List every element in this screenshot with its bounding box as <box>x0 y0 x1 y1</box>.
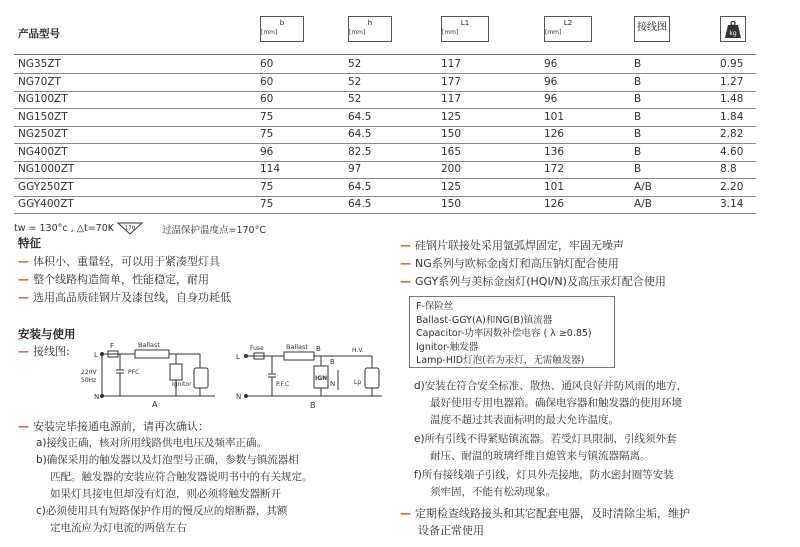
diagram-a-freq: 50Hz <box>81 377 97 384</box>
header-divider <box>14 54 756 55</box>
feature-right-2 <box>400 255 619 271</box>
feature-left-2 <box>18 271 209 287</box>
cell-h: 64.5 <box>348 180 372 193</box>
cell-model: GGY250ZT <box>18 180 74 193</box>
bullet-dash: — <box>18 255 29 268</box>
cell-h: 52 <box>348 58 362 70</box>
diagram-b-b1: B <box>316 345 321 353</box>
cell-model: NG100ZT <box>18 93 68 105</box>
bullet-dash: — <box>400 239 411 252</box>
cell-model: NG1000ZT <box>18 163 75 175</box>
bullet-dash: — <box>18 420 29 433</box>
right-item-e2: 耐压、耐温的玻璃纤维自熄管来与镇流器隔离。 <box>430 450 651 462</box>
cell-l2: 96 <box>544 93 558 105</box>
cell-l1: 117 <box>441 93 462 105</box>
cell-wiring: B <box>634 93 642 105</box>
diagram-b-l: L <box>236 353 240 361</box>
weight-icon <box>720 16 746 42</box>
diagram-a-volt: 220V <box>81 369 97 376</box>
cell-l1: 125 <box>441 180 462 193</box>
cell-weight: 8.8 <box>720 163 737 175</box>
header-wiring-box <box>634 16 670 42</box>
header-b-label: b <box>279 19 285 27</box>
cell-wiring: B <box>634 75 642 88</box>
header-l1-label: L1 <box>460 19 470 27</box>
bullet-dash: — <box>18 345 29 358</box>
note-badge: 170 <box>124 225 136 232</box>
cell-h: 52 <box>348 93 362 105</box>
cell-l2: 101 <box>544 180 565 193</box>
cell-weight: 0.95 <box>720 58 744 70</box>
left-item-a: a)接线正确，核对所用线路供电电压及频率正确。 <box>36 437 268 449</box>
cell-h: 64.5 <box>348 128 372 140</box>
diagram-a-ballast: Ballast <box>138 341 160 349</box>
header-h-unit: [mm] <box>349 29 366 36</box>
left-item-b3: 如果灯具接电但却没有灯泡，则必须将触发器断开 <box>50 488 281 500</box>
right-item-f1: f)所有接线端子引线，灯具外壳接地，防水密封圈等安装 <box>414 469 674 481</box>
legend-item-3: Capacitor-功率因数补偿电容 ( λ ≥0.85) <box>416 328 592 339</box>
cell-l1: 165 <box>441 145 462 158</box>
feature-right-1 <box>400 237 624 253</box>
cell-l1: 150 <box>441 128 462 140</box>
bullet-dash: — <box>400 257 411 270</box>
final-item-1: 定期检查线路接头和其它配套电器，及时清除尘垢，维护 <box>415 507 690 520</box>
cell-wiring: B <box>634 163 642 175</box>
cell-l1: 125 <box>441 110 462 123</box>
diagram-b-ballast: Ballast <box>286 343 308 351</box>
temperature-badge-icon <box>117 222 143 235</box>
left-item-c2: 定电流应为灯电流的两倍左右 <box>50 522 187 534</box>
cell-b: 60 <box>260 75 274 88</box>
cell-wiring: A/B <box>634 198 652 210</box>
diagram-a-l: L <box>94 351 98 359</box>
right-item-d1: d)安装在符合安全标准、散热、通风良好并防风雨的地方， <box>414 380 688 392</box>
header-l1-unit: [mm] <box>442 29 459 36</box>
table-row <box>14 56 756 74</box>
cell-h: 64.5 <box>348 198 372 210</box>
cell-wiring: B <box>634 128 642 140</box>
cell-wiring: B <box>634 58 642 70</box>
features-title: 特征 <box>18 236 41 250</box>
diagram-legend <box>409 296 615 368</box>
check-title-text: 安装完毕接通电源前，请再次确认： <box>33 420 209 433</box>
diagram-b-pfc: P.F.C <box>276 381 290 388</box>
feature-right-1-text: 硅钢片联接处采用氩弧焊固定，牢固无噪声 <box>415 239 624 252</box>
feature-left-3 <box>18 289 231 305</box>
cell-b: 75 <box>260 110 274 123</box>
header-h-label: h <box>367 19 373 27</box>
table-row <box>14 91 756 109</box>
note-protect: 过温保护温度点=170°C <box>162 225 266 236</box>
cell-weight: 1.27 <box>720 75 744 88</box>
cell-b: 114 <box>260 163 281 175</box>
header-l2-icon <box>544 16 592 42</box>
cell-l1: 177 <box>441 75 462 88</box>
left-item-c1: c)必须使用具有短路保护作用的慢反应的熔断器，其额 <box>36 505 288 517</box>
header-l2-label: L2 <box>563 19 573 27</box>
cell-h: 82.5 <box>348 145 372 158</box>
header-l1-icon <box>441 16 489 42</box>
cell-l2: 136 <box>544 145 565 158</box>
bullet-dash: — <box>400 507 411 520</box>
final-item-2: 设备正常使用 <box>418 524 484 537</box>
cell-model: NG400ZT <box>18 145 68 158</box>
feature-right-3 <box>400 273 666 289</box>
cell-weight: 1.84 <box>720 110 744 123</box>
cell-l2: 96 <box>544 75 558 88</box>
header-model: 产品型号 <box>18 28 60 40</box>
table-row <box>14 126 756 144</box>
table-row <box>14 74 756 92</box>
diagram-b-ign: IGN <box>315 375 328 382</box>
cell-wiring: B <box>634 145 642 158</box>
bullet-dash: — <box>400 275 411 288</box>
table-row <box>14 109 756 127</box>
feature-left-3-text: 选用高品质硅钢片及漆包线，自身功耗低 <box>33 291 231 304</box>
cell-l1: 150 <box>441 198 462 210</box>
cell-l2: 126 <box>544 198 565 210</box>
cell-wiring: A/B <box>634 180 652 193</box>
cell-l2: 96 <box>544 58 558 70</box>
cell-b: 60 <box>260 58 274 70</box>
header-wiring: 接线图 <box>637 22 667 33</box>
diagram-label-text: 接线图: <box>33 345 70 358</box>
cell-l2: 126 <box>544 128 565 140</box>
table-row <box>14 144 756 162</box>
feature-left-1 <box>18 253 220 269</box>
cell-weight: 2.20 <box>720 180 744 193</box>
cell-weight: 1.48 <box>720 93 744 105</box>
right-item-d2: 最好使用专用电器箱。确保电容器和触发器的使用环境 <box>430 397 682 409</box>
legend-item-2: Ballast-GGY(A)和NG(B)镇流器 <box>416 314 553 326</box>
diagram-a-ignitor: Ignitor <box>172 381 192 388</box>
feature-left-2-text: 整个线路构造简单，性能稳定，耐用 <box>33 273 209 286</box>
cell-h: 97 <box>348 163 362 175</box>
install-title: 安装与使用 <box>18 327 76 341</box>
cell-h: 64.5 <box>348 110 372 123</box>
cell-b: 96 <box>260 145 274 158</box>
legend-item-1: F-保险丝 <box>416 301 454 312</box>
diagram-b-n2: N <box>236 393 242 401</box>
cell-b: 75 <box>260 128 274 140</box>
bullet-dash: — <box>18 291 29 304</box>
cell-l1: 200 <box>441 163 462 175</box>
wiring-diagram-a <box>80 336 230 410</box>
table-row <box>14 196 756 214</box>
legend-item-4: Ignitor-触发器 <box>416 341 479 353</box>
cell-model: NG70ZT <box>18 75 61 88</box>
right-item-f2: 须牢固，不能有松动现象。 <box>430 486 556 498</box>
cell-l2: 172 <box>544 163 565 175</box>
cell-weight: 2.82 <box>720 128 744 140</box>
diagram-label <box>18 343 70 359</box>
cell-l2: 101 <box>544 110 565 123</box>
cell-b: 75 <box>260 198 274 210</box>
feature-right-3-text: GGY系列与美标金卤灯(HQI/N)及高压汞灯配合使用 <box>415 275 666 288</box>
diagram-b-b2: B <box>330 358 335 366</box>
bullet-dash: — <box>18 273 29 286</box>
final-item <box>400 505 690 521</box>
cell-wiring: B <box>634 110 642 123</box>
header-b-unit: [mm] <box>261 29 278 36</box>
diagram-a-n: N <box>94 393 100 401</box>
table-row <box>14 179 756 197</box>
cell-h: 52 <box>348 75 362 88</box>
header-h-icon <box>348 16 392 42</box>
left-item-b1: b)确保采用的触发器以及灯泡型号正确，参数与镇流器相 <box>36 454 299 466</box>
right-item-d3: 温度不超过其表面标明的最大允许温度。 <box>430 414 619 426</box>
table-row <box>14 161 756 179</box>
right-item-e1: e)所有引线不得紧贴镇流器。若受灯具限制，引线须外套 <box>414 433 677 445</box>
note-tw-text: tw = 130°c , △t=70K <box>14 223 114 234</box>
diagram-b-fuse: Fuse <box>250 345 264 352</box>
cell-model: GGY400ZT <box>18 198 74 210</box>
cell-weight: 4.60 <box>720 145 744 158</box>
svg-text:kg: kg <box>729 30 737 37</box>
feature-right-2-text: NG系列与欧标金卤灯和高压钠灯配合使用 <box>415 257 619 270</box>
diagram-b-caption: B <box>310 401 316 410</box>
cell-b: 60 <box>260 93 274 105</box>
left-item-b2: 匹配。触发器的安装应符合触发器说明书中的有关规定。 <box>50 471 313 483</box>
legend-item-5: Lamp-HID灯泡(若为汞灯，无需触发器) <box>416 355 585 366</box>
header-l2-unit: [mm] <box>545 29 562 36</box>
diagram-a-pfc: PFC <box>128 369 140 376</box>
cell-weight: 3.14 <box>720 198 744 210</box>
header-b-icon <box>260 16 304 42</box>
diagram-b-lp: Lp <box>354 379 362 386</box>
diagram-b-hv: H.V. <box>352 347 364 354</box>
cell-model: NG150ZT <box>18 110 68 123</box>
check-title <box>18 418 209 434</box>
cell-model: NG35ZT <box>18 58 61 70</box>
wiring-diagram-b <box>232 340 392 410</box>
diagram-a-caption: A <box>152 400 158 409</box>
note-tw <box>14 222 143 235</box>
cell-model: NG250ZT <box>18 128 68 140</box>
diagram-b-n: N <box>330 380 336 388</box>
feature-left-1-text: 体积小、重量轻，可以用于紧凑型灯具 <box>33 255 220 268</box>
diagram-a-f: F <box>110 342 115 350</box>
cell-l1: 117 <box>441 58 462 70</box>
cell-b: 75 <box>260 180 274 193</box>
